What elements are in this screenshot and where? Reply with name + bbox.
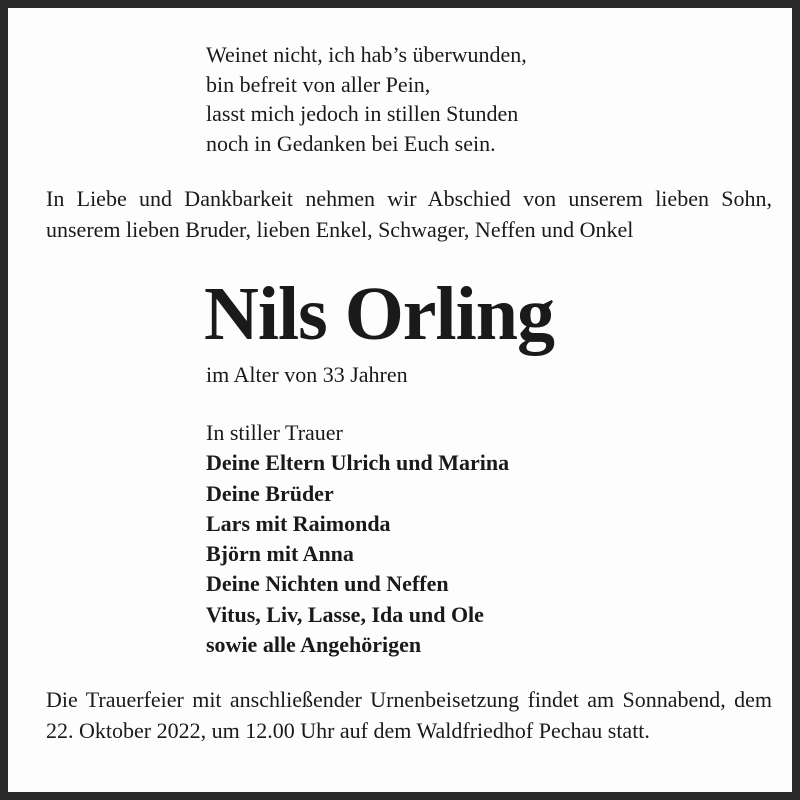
mourner-line: Deine Brüder — [206, 480, 334, 506]
mourner-line: sowie alle Angehörigen — [206, 632, 422, 658]
mourning-intro: In stiller Trauer — [206, 420, 343, 445]
farewell-intro: In Liebe und Dankbarkeit nehmen wir Abschied von unserem lieben Sohn, unserem lieben Bruder, lieben Enkel, Schwager, Neffen und Onkel — [46, 186, 772, 242]
mourner-line: Lars mit Raimonda — [206, 510, 391, 536]
age-line: im Alter von 33 Jahren — [206, 362, 408, 387]
deceased-name: Nils Orling — [204, 272, 555, 356]
poem-line: Weinet nicht, ich hab’s überwunden, — [206, 42, 527, 67]
poem-line: noch in Gedanken bei Euch sein. — [206, 130, 496, 156]
mourner-line: Björn mit Anna — [206, 541, 354, 567]
mourner-line: Deine Nichten und Neffen — [206, 571, 449, 597]
poem-line: lasst mich jedoch in stillen Stunden — [206, 101, 519, 126]
poem-line: bin befreit von aller Pein, — [206, 71, 431, 97]
mourner-line: Vitus, Liv, Lasse, Ida und Ole — [206, 601, 484, 627]
memorial-poem — [206, 40, 527, 158]
funeral-details: Die Trauerfeier mit anschließender Urnenbeisetzung findet am Sonnabend, dem 22. Oktober 2022, um 12.00 Uhr auf dem Waldfriedhof Pechau statt. — [46, 687, 772, 743]
mourners-list — [206, 418, 509, 660]
mourner-line: Deine Eltern Ulrich und Marina — [206, 450, 510, 476]
